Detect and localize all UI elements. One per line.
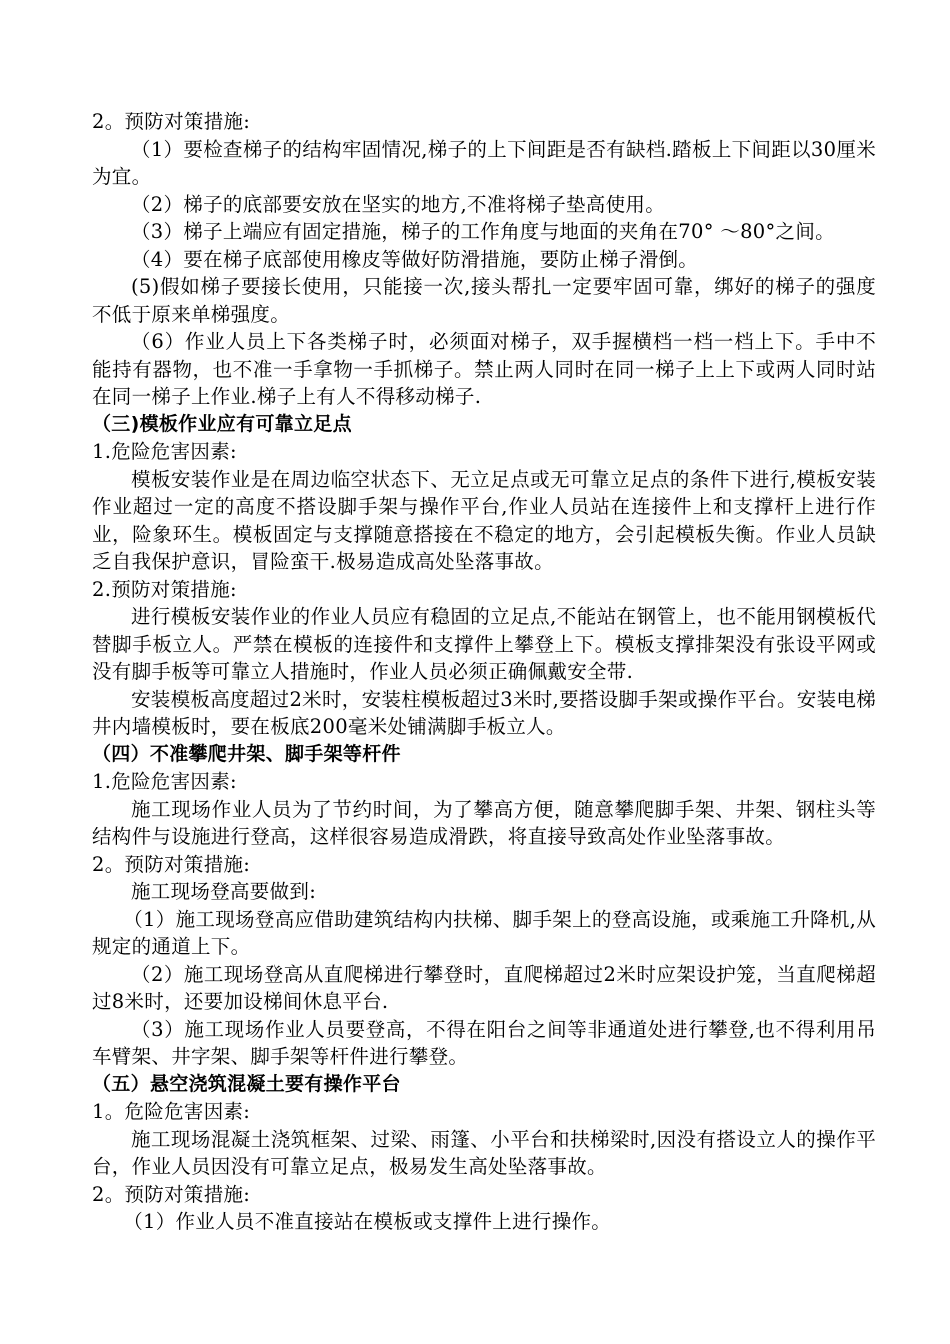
section-3-heading: （三)模板作业应有可靠立足点	[92, 412, 352, 435]
section-5-item-1: （1）作业人员不准直接站在模板或支撑件上进行操作。	[123, 1210, 612, 1233]
ladder-item-5: (5)假如梯子要接长使用，只能接一次,接头帮扎一定要牢固可靠，绑好的梯子的强度不低于原来单梯强度。	[92, 275, 876, 326]
section-4-hazard-label: 1.危险危害因素:	[92, 770, 237, 793]
section-3-measures-p2: 安装模板高度超过2米时，安装柱模板超过3米时,要搭设脚手架或操作平台。安装电梯井内墙模板时，要在板底200毫米处铺满脚手板立人。	[92, 687, 876, 738]
section-3-measures-label: 2.预防对策措施:	[92, 577, 237, 601]
section-4-heading: （四）不准攀爬井架、脚手架等杆件	[92, 742, 401, 765]
section-5-heading: （五）悬空浇筑混凝土要有操作平台	[92, 1072, 401, 1095]
section-4-item-3: （3）施工现场作业人员要登高，不得在阳台之间等非通道处进行攀登,也不得利用吊车臂架、井字架、脚手架等杆件进行攀登。	[92, 1017, 876, 1068]
section-5-measures-label: 2。预防对策措施:	[92, 1182, 251, 1206]
document-page	[92, 108, 876, 1236]
ladder-item-3: （3）梯子上端应有固定措施，梯子的工作角度与地面的夹角在70° ～80°之间。	[131, 220, 835, 243]
section-4-hazard-text: 施工现场作业人员为了节约时间，为了攀高方便，随意攀爬脚手架、井架、钢柱头等结构件与设施进行登高，这样很容易造成滑跌，将直接导致高处作业坠落事故。	[92, 797, 876, 848]
section-3-hazard-text: 模板安装作业是在周边临空状态下、无立足点或无可靠立足点的条件下进行,模板安装作业超过一定的高度不搭设脚手架与操作平台,作业人员站在连接件上和支撑杆上进行作业，险象环生。模板固定与支撑随意搭接在不稳定的地方，会引起模板失衡。作业人员缺乏自我保护意识，冒险蛮干.极易造成高处坠落事故。	[92, 467, 876, 573]
ladder-item-2: （2）梯子的底部要安放在坚实的地方,不准将梯子垫高使用。	[131, 192, 666, 216]
section-4-measures-label: 2。预防对策措施:	[92, 852, 251, 876]
section-5-hazard-text: 施工现场混凝土浇筑框架、过梁、雨篷、小平台和扶梯梁时,因没有搭设立人的操作平台，作业人员因没有可靠立足点，极易发生高处坠落事故。	[92, 1127, 876, 1178]
section-4-intro: 施工现场登高要做到:	[131, 880, 317, 903]
section-4-item-2: （2）施工现场登高从直爬梯进行攀登时，直爬梯超过2米时应架设护笼，当直爬梯超过8米时，还要加设梯间休息平台.	[92, 962, 876, 1013]
ladder-item-6: （6）作业人员上下各类梯子时，必须面对梯子，双手握横档一档一档上下。手中不能持有器物，也不准一手拿物一手抓梯子。禁止两人同时在同一梯子上上下或两人同时站在同一梯子上作业.梯子上有人不得移动梯子.	[92, 330, 876, 408]
section-3-measures-p1: 进行模板安装作业的作业人员应有稳固的立足点,不能站在钢管上，也不能用钢模板代替脚手板立人。严禁在模板的连接件和支撑件上攀登上下。模板支撑排架没有张设平网或没有脚手板等可靠立人措施时，作业人员必须正确佩戴安全带.	[92, 605, 876, 683]
section-4-item-1: （1）施工现场登高应借助建筑结构内扶梯、脚手架上的登高设施，或乘施工升降机,从规定的通道上下。	[92, 907, 876, 958]
section-3-hazard-label: 1.危险危害因素:	[92, 440, 237, 463]
section-5-hazard-label: 1。危险危害因素:	[92, 1100, 251, 1123]
ladder-item-4: （4）要在梯子底部使用橡皮等做好防滑措施，要防止梯子滑倒。	[131, 247, 699, 271]
measures-label: 2。预防对策措施:	[92, 110, 251, 133]
ladder-item-1: （1）要检查梯子的结构牢固情况,梯子的上下间距是否有缺档.踏板上下间距以30厘米为宜。	[92, 137, 876, 188]
